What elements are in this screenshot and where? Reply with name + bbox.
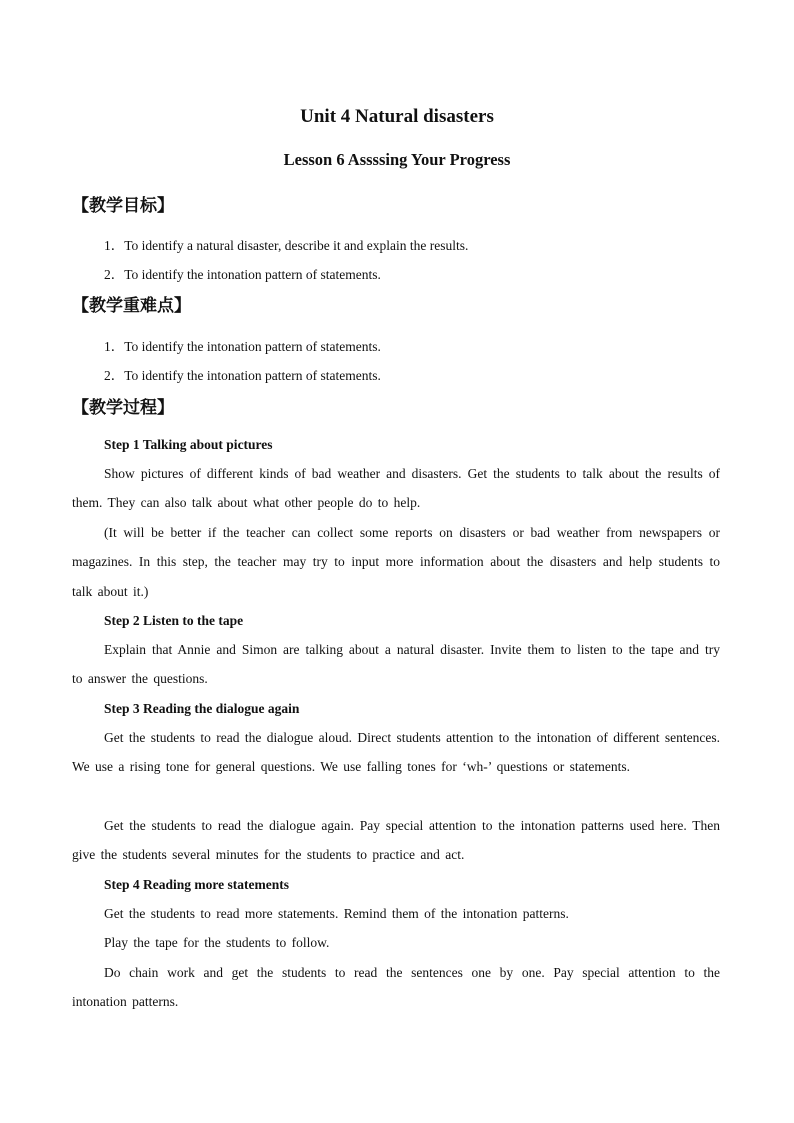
section-heading-goals: 【教学目标】 bbox=[72, 196, 174, 216]
goal-item: 1．To identify a natural disaster, describe it and explain the results. bbox=[104, 238, 469, 253]
section-heading-process: 【教学过程】 bbox=[72, 398, 174, 418]
section-heading-key-points: 【教学重难点】 bbox=[72, 296, 191, 316]
step-title: Step 4 Reading more statements bbox=[104, 877, 289, 892]
step-paragraph: Explain that Annie and Simon are talking about a natural disaster. Invite them to listen to the tape and try to answer the questions. bbox=[72, 642, 720, 687]
step-title: Step 1 Talking about pictures bbox=[104, 437, 273, 452]
document-subtitle: Lesson 6 Assssing Your Progress bbox=[283, 150, 511, 169]
key-point-item: 1．To identify the intonation pattern of statements. bbox=[104, 339, 381, 354]
step-paragraph: Show pictures of different kinds of bad weather and disasters. Get the students to talk about the results of them. They can also talk about what other people do to help. bbox=[72, 466, 720, 511]
step-paragraph: Do chain work and get the students to read the sentences one by one. Pay special attention to the intonation patterns. bbox=[72, 965, 720, 1010]
step-paragraph: Get the students to read the dialogue again. Pay special attention to the intonation patterns used here. Then give the students several minutes for the students to practice and act. bbox=[72, 818, 720, 863]
step-paragraph: Get the students to read more statements. Remind them of the intonation patterns. bbox=[104, 906, 569, 921]
step-paragraph: Get the students to read the dialogue aloud. Direct students attention to the intonation of different sentences. We use a rising tone for general questions. We use falling tones for ‘wh-’ questions or statements. bbox=[72, 730, 720, 775]
document-title: Unit 4 Natural disasters bbox=[300, 106, 494, 127]
key-point-item: 2．To identify the intonation pattern of statements. bbox=[104, 368, 381, 383]
goal-item: 2．To identify the intonation pattern of statements. bbox=[104, 267, 381, 282]
step-title: Step 3 Reading the dialogue again bbox=[104, 701, 300, 716]
step-title: Step 2 Listen to the tape bbox=[104, 613, 244, 628]
step-paragraph: (It will be better if the teacher can collect some reports on disasters or bad weather from newspapers or magazines. In this step, the teacher may try to input more information about the disasters and help students to talk about it.) bbox=[72, 525, 720, 599]
step-paragraph: Play the tape for the students to follow. bbox=[104, 935, 330, 950]
